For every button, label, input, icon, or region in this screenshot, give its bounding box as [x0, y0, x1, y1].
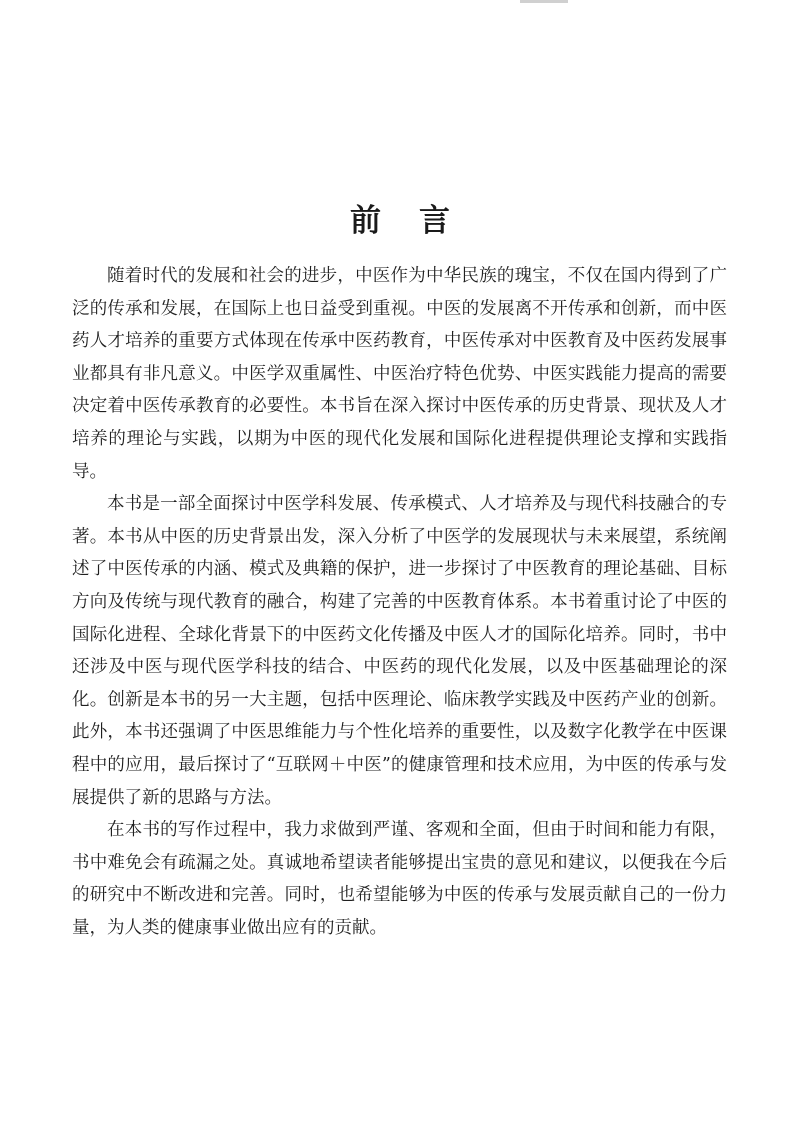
paragraph-intro: 随着时代的发展和社会的进步，中医作为中华民族的瑰宝，不仅在国内得到了广泛的传承和发展，在国际上也日益受到重视。中医的发展离不开传承和创新，而中医药人才培养的重要方式体现在传承中医药教育，中医传承对中医教育及中医药发展事业都具有非凡意义。中医学双重属性、中医治疗特色优势、中医实践能力提高的需要决定着中医传承教育的必要性。本书旨在深入探讨中医传承的历史背景、现状及人才培养的理论与实践，以期为中医的现代化发展和国际化进程提供理论支撑和实践指导。 — [72, 266, 727, 482]
paragraph-content-overview: 本书是一部全面探讨中医学科发展、传承模式、人才培养及与现代科技融合的专著。本书从中医的历史背景出发，深入分析了中医学的发展现状与未来展望，系统阐述了中医传承的内涵、模式及典籍的保护，进一步探讨了中医教育的理论基础、目标方向及传统与现代教育的融合，构建了完善的中医教育体系。本书着重讨论了中医的国际化进程、全球化背景下的中医药文化传播及中医人才的国际化培养。同时，书中还涉及中医与现代医学科技的结合、中医药的现代化发展，以及中医基础理论的深化。创新是本书的另一大主题，包括中医理论、临床教学实践及中医药产业的创新。此外，本书还强调了中医思维能力与个性化培养的重要性，以及数字化教学在中医课程中的应用，最后探讨了“互联网＋中医”的健康管理和技术应用，为中医的传承与发展提供了新的思路与方法。 — [72, 494, 727, 808]
page-title: 前言 — [350, 202, 488, 239]
paragraph-closing: 在本书的写作过程中，我力求做到严谨、客观和全面，但由于时间和能力有限，书中难免会有疏漏之处。真诚地希望读者能够提出宝贵的意见和建议，以便我在今后的研究中不断改进和完善。同时，也希望能够为中医的传承与发展贡献自己的一份力量，为人类的健康事业做出应有的贡献。 — [72, 820, 727, 938]
scan-edge-mark — [520, 0, 568, 3]
preface-body — [72, 260, 727, 944]
